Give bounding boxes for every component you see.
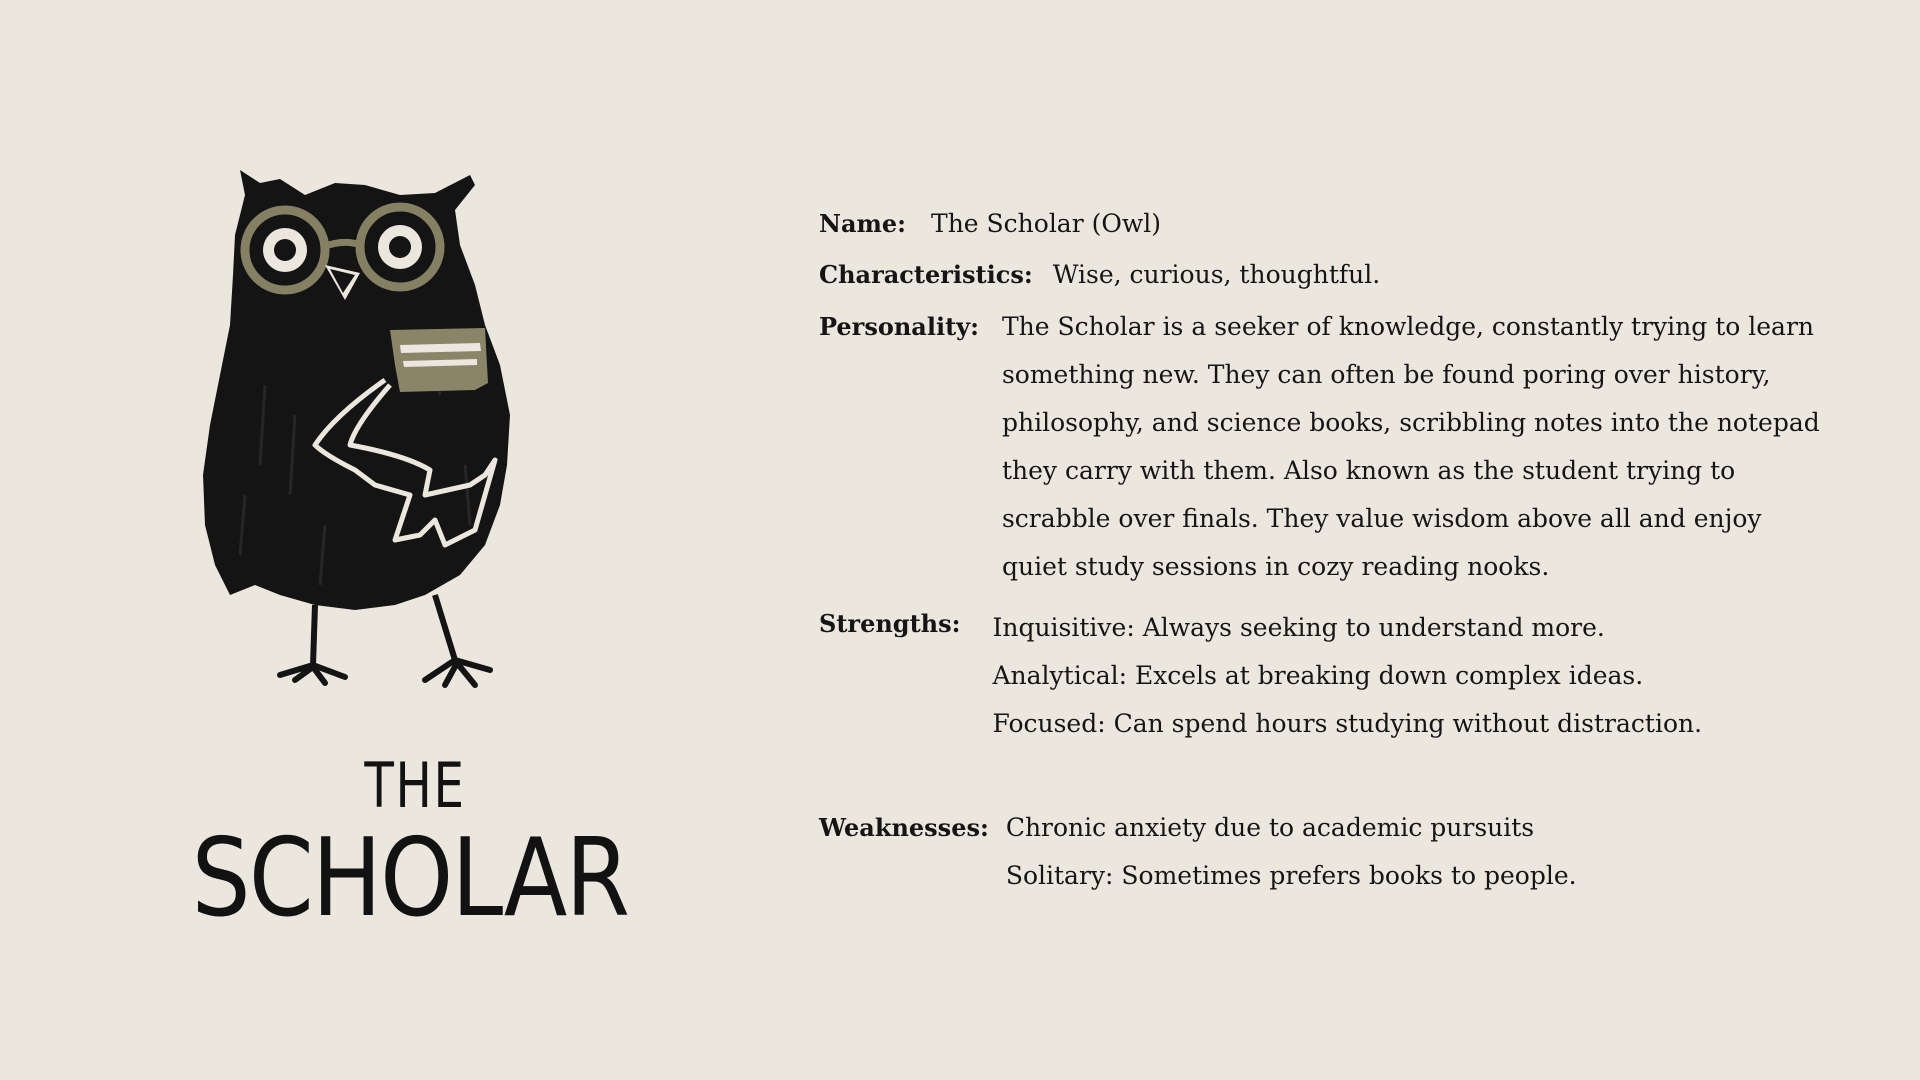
personality-line: The Scholar is a seeker of knowledge, constantly trying to learn	[1001, 312, 1814, 341]
characteristics-value: Wise, curious, thoughtful.	[1052, 260, 1381, 289]
name-value: The Scholar (Owl)	[931, 209, 1162, 238]
characteristics-row	[819, 251, 1829, 299]
logo-line-the: THE	[364, 749, 466, 822]
weakness-item: Solitary: Sometimes prefers books to people.	[1005, 861, 1577, 890]
logo-line-scholar: SCHOLAR	[191, 816, 629, 941]
strength-item: Inquisitive: Always seeking to understand more.	[992, 613, 1605, 642]
personality-text	[1001, 303, 1820, 591]
name-row	[819, 200, 1829, 248]
characteristics-label: Characteristics:	[819, 260, 1033, 289]
strength-item: Analytical: Excels at breaking down complex ideas.	[992, 661, 1644, 690]
owl-icon	[185, 165, 625, 735]
personality-line: quiet study sessions in cozy reading nooks.	[1001, 552, 1550, 581]
strengths-list	[992, 604, 1702, 748]
title-logotype	[190, 749, 690, 955]
strengths-row	[819, 600, 1829, 748]
personality-line: scrabble over finals. They value wisdom above all and enjoy	[1001, 504, 1762, 533]
strength-item: Focused: Can spend hours studying without distraction.	[992, 709, 1703, 738]
character-profile	[819, 200, 1829, 900]
personality-line: philosophy, and science books, scribbling notes into the notepad	[1001, 408, 1820, 437]
personality-line: they carry with them. Also known as the student trying to	[1001, 456, 1736, 485]
personality-line: something new. They can often be found poring over history,	[1001, 360, 1771, 389]
personality-row	[819, 303, 1829, 591]
weaknesses-list	[1006, 804, 1577, 900]
weaknesses-label: Weaknesses:	[819, 813, 989, 842]
name-label: Name:	[819, 209, 907, 238]
owl-illustration	[185, 165, 625, 735]
personality-label: Personality:	[819, 312, 979, 341]
weaknesses-row	[819, 804, 1829, 900]
strengths-label: Strengths:	[819, 609, 961, 638]
weakness-item: Chronic anxiety due to academic pursuits	[1005, 813, 1535, 842]
